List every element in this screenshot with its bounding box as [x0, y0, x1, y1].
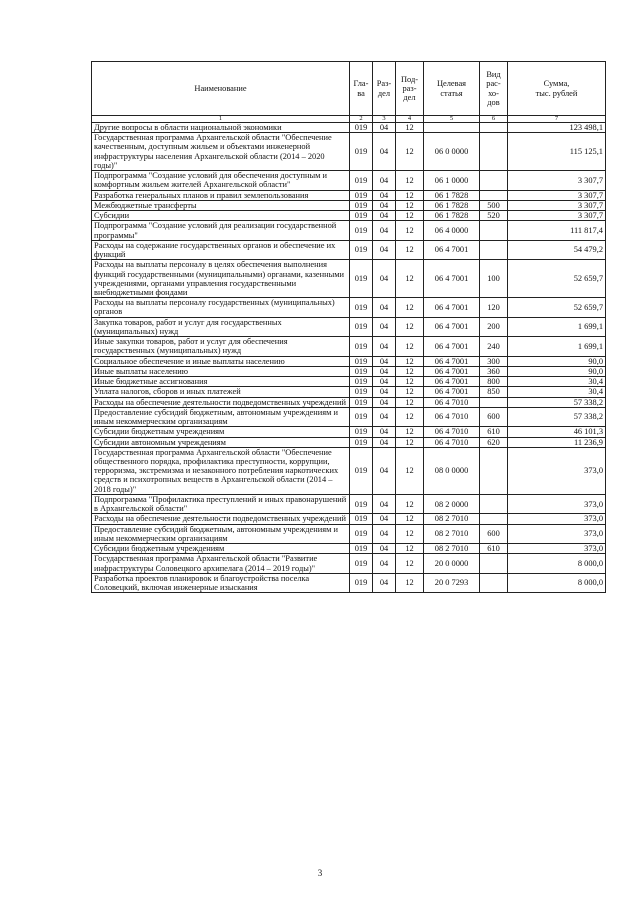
cell-section: 04 — [373, 437, 396, 447]
cell-target: 06 1 7828 — [424, 190, 480, 200]
cell-section: 04 — [373, 427, 396, 437]
cell-chapter: 019 — [350, 387, 373, 397]
cell-chapter: 019 — [350, 123, 373, 133]
cell-name: Уплата налогов, сборов и иных платежей — [92, 387, 350, 397]
cell-chapter: 019 — [350, 427, 373, 437]
header-row — [92, 62, 606, 116]
cell-target: 06 4 7001 — [424, 298, 480, 317]
table-row — [92, 524, 606, 543]
table-row — [92, 554, 606, 573]
cell-subsection: 12 — [396, 544, 424, 554]
cell-chapter: 019 — [350, 298, 373, 317]
cell-chapter: 019 — [350, 240, 373, 259]
cell-subsection: 12 — [396, 337, 424, 356]
cell-target: 06 4 7001 — [424, 356, 480, 366]
cell-section: 04 — [373, 494, 396, 513]
column-number: 4 — [396, 116, 424, 123]
cell-amount: 90,0 — [508, 356, 606, 366]
cell-chapter: 019 — [350, 260, 373, 298]
cell-expense-type: 300 — [480, 356, 508, 366]
column-number: 1 — [92, 116, 350, 123]
cell-name: Субсидии бюджетным учреждениям — [92, 427, 350, 437]
cell-name: Социальное обеспечение и иные выплаты населению — [92, 356, 350, 366]
cell-chapter: 019 — [350, 200, 373, 210]
cell-expense-type: 100 — [480, 260, 508, 298]
cell-target: 20 0 7293 — [424, 573, 480, 592]
header-subsection: Под- раз- дел — [396, 62, 424, 116]
cell-name: Иные закупки товаров, работ и услуг для обеспечения государственных (муниципальных) нужд — [92, 337, 350, 356]
cell-target: 08 2 0000 — [424, 494, 480, 513]
cell-section: 04 — [373, 123, 396, 133]
cell-name: Предоставление субсидий бюджетным, автономным учреждениям и иным некоммерческим организациям — [92, 524, 350, 543]
cell-name: Субсидии автономным учреждениям — [92, 437, 350, 447]
cell-amount: 3 307,7 — [508, 171, 606, 190]
cell-chapter: 019 — [350, 447, 373, 494]
table-row — [92, 298, 606, 317]
cell-section: 04 — [373, 407, 396, 426]
cell-amount: 373,0 — [508, 514, 606, 524]
cell-subsection: 12 — [396, 514, 424, 524]
cell-chapter: 019 — [350, 190, 373, 200]
table-row — [92, 337, 606, 356]
cell-amount: 1 699,1 — [508, 317, 606, 336]
cell-subsection: 12 — [396, 407, 424, 426]
cell-target: 06 4 7010 — [424, 427, 480, 437]
cell-name: Предоставление субсидий бюджетным, автономным учреждениям и иным некоммерческим организациям — [92, 407, 350, 426]
cell-amount: 57 338,2 — [508, 407, 606, 426]
column-number: 2 — [350, 116, 373, 123]
cell-subsection: 12 — [396, 427, 424, 437]
cell-expense-type — [480, 573, 508, 592]
cell-name: Государственная программа Архангельской области "Обеспечение общественного порядка, профилактика преступности, коррупции, терроризма, экстремизма и незаконного потребления наркотических средств и психотропных веществ в Архангельской области (2014 – 2018 годы)" — [92, 447, 350, 494]
cell-expense-type: 520 — [480, 211, 508, 221]
cell-section: 04 — [373, 317, 396, 336]
budget-table — [91, 61, 606, 593]
cell-subsection: 12 — [396, 260, 424, 298]
cell-chapter: 019 — [350, 337, 373, 356]
cell-expense-type — [480, 190, 508, 200]
table-row — [92, 407, 606, 426]
cell-subsection: 12 — [396, 240, 424, 259]
cell-section: 04 — [373, 356, 396, 366]
cell-name: Субсидии бюджетным учреждениям — [92, 544, 350, 554]
cell-expense-type — [480, 514, 508, 524]
cell-expense-type — [480, 133, 508, 171]
cell-name: Государственная программа Архангельской области "Развитие инфраструктуры Соловецкого архипелага (2014 – 2019 годы)" — [92, 554, 350, 573]
cell-expense-type: 610 — [480, 427, 508, 437]
cell-amount: 3 307,7 — [508, 211, 606, 221]
cell-name: Подпрограмма "Создание условий для обеспечения доступным и комфортным жильем жителей Архангельской области" — [92, 171, 350, 190]
cell-amount: 123 498,1 — [508, 123, 606, 133]
cell-expense-type: 800 — [480, 377, 508, 387]
cell-target: 06 4 7001 — [424, 260, 480, 298]
cell-target: 06 4 7010 — [424, 407, 480, 426]
cell-subsection: 12 — [396, 524, 424, 543]
table-row — [92, 387, 606, 397]
cell-name: Государственная программа Архангельской области "Обеспечение качественным, доступным жильем и объектами инженерной инфраструктуры населения Архангельской области (2014 – 2020 годы)" — [92, 133, 350, 171]
cell-amount: 1 699,1 — [508, 337, 606, 356]
table-row — [92, 494, 606, 513]
cell-section: 04 — [373, 211, 396, 221]
cell-expense-type: 610 — [480, 544, 508, 554]
cell-target: 06 4 7010 — [424, 437, 480, 447]
cell-chapter: 019 — [350, 317, 373, 336]
table-row — [92, 211, 606, 221]
cell-name: Подпрограмма "Профилактика преступлений и иных правонарушений в Архангельской области" — [92, 494, 350, 513]
cell-expense-type: 620 — [480, 437, 508, 447]
table-row — [92, 190, 606, 200]
cell-subsection: 12 — [396, 200, 424, 210]
table-row — [92, 544, 606, 554]
cell-expense-type — [480, 221, 508, 240]
cell-expense-type: 600 — [480, 524, 508, 543]
header-expense-type: Вид рас- хо- дов — [480, 62, 508, 116]
cell-chapter: 019 — [350, 544, 373, 554]
cell-target: 06 4 7001 — [424, 377, 480, 387]
cell-name: Закупка товаров, работ и услуг для государственных (муниципальных) нужд — [92, 317, 350, 336]
cell-subsection: 12 — [396, 356, 424, 366]
cell-subsection: 12 — [396, 554, 424, 573]
cell-subsection: 12 — [396, 447, 424, 494]
column-number: 3 — [373, 116, 396, 123]
cell-expense-type: 200 — [480, 317, 508, 336]
cell-expense-type: 240 — [480, 337, 508, 356]
cell-amount: 90,0 — [508, 366, 606, 376]
table-row — [92, 221, 606, 240]
cell-target: 06 0 0000 — [424, 133, 480, 171]
cell-target — [424, 123, 480, 133]
cell-expense-type: 120 — [480, 298, 508, 317]
header-amount: Сумма, тыс. рублей — [508, 62, 606, 116]
cell-target: 20 0 0000 — [424, 554, 480, 573]
cell-subsection: 12 — [396, 573, 424, 592]
cell-target: 08 2 7010 — [424, 544, 480, 554]
cell-section: 04 — [373, 554, 396, 573]
header-target: Целевая статья — [424, 62, 480, 116]
header-name: Наименование — [92, 62, 350, 116]
cell-subsection: 12 — [396, 377, 424, 387]
cell-chapter: 019 — [350, 221, 373, 240]
cell-amount: 8 000,0 — [508, 573, 606, 592]
table-row — [92, 200, 606, 210]
cell-amount: 30,4 — [508, 377, 606, 387]
cell-chapter: 019 — [350, 211, 373, 221]
cell-section: 04 — [373, 447, 396, 494]
table-row — [92, 123, 606, 133]
cell-subsection: 12 — [396, 221, 424, 240]
cell-section: 04 — [373, 524, 396, 543]
cell-subsection: 12 — [396, 366, 424, 376]
cell-name: Расходы на выплаты персоналу в целях обеспечения выполнения функций государственными (муниципальными) органами, казенными учреждениями, органами управления государственными внебюджетными фондами — [92, 260, 350, 298]
cell-subsection: 12 — [396, 133, 424, 171]
cell-name: Субсидии — [92, 211, 350, 221]
table-row — [92, 133, 606, 171]
cell-expense-type — [480, 240, 508, 259]
cell-target: 06 1 0000 — [424, 171, 480, 190]
cell-subsection: 12 — [396, 171, 424, 190]
header-section: Раз- дел — [373, 62, 396, 116]
cell-name: Иные выплаты населению — [92, 366, 350, 376]
cell-target: 06 1 7828 — [424, 200, 480, 210]
cell-amount: 373,0 — [508, 524, 606, 543]
cell-amount: 52 659,7 — [508, 260, 606, 298]
cell-expense-type — [480, 397, 508, 407]
column-number: 6 — [480, 116, 508, 123]
cell-amount: 30,4 — [508, 387, 606, 397]
cell-amount: 52 659,7 — [508, 298, 606, 317]
cell-section: 04 — [373, 397, 396, 407]
column-number: 7 — [508, 116, 606, 123]
cell-chapter: 019 — [350, 437, 373, 447]
cell-subsection: 12 — [396, 123, 424, 133]
cell-chapter: 019 — [350, 171, 373, 190]
cell-chapter: 019 — [350, 573, 373, 592]
header-chapter: Гла- ва — [350, 62, 373, 116]
cell-section: 04 — [373, 514, 396, 524]
table-row — [92, 240, 606, 259]
cell-name: Другие вопросы в области национальной экономики — [92, 123, 350, 133]
cell-subsection: 12 — [396, 298, 424, 317]
cell-section: 04 — [373, 221, 396, 240]
column-number: 5 — [424, 116, 480, 123]
cell-expense-type — [480, 494, 508, 513]
table-row — [92, 366, 606, 376]
cell-section: 04 — [373, 240, 396, 259]
cell-amount: 111 817,4 — [508, 221, 606, 240]
cell-amount: 373,0 — [508, 494, 606, 513]
cell-target: 06 4 0000 — [424, 221, 480, 240]
table-row — [92, 447, 606, 494]
cell-section: 04 — [373, 190, 396, 200]
cell-section: 04 — [373, 171, 396, 190]
cell-expense-type — [480, 123, 508, 133]
table-row — [92, 397, 606, 407]
cell-subsection: 12 — [396, 211, 424, 221]
cell-chapter: 019 — [350, 397, 373, 407]
cell-expense-type — [480, 554, 508, 573]
cell-amount: 54 479,2 — [508, 240, 606, 259]
cell-section: 04 — [373, 337, 396, 356]
cell-target: 06 4 7010 — [424, 397, 480, 407]
cell-section: 04 — [373, 366, 396, 376]
cell-expense-type — [480, 171, 508, 190]
cell-target: 06 4 7001 — [424, 317, 480, 336]
table-row — [92, 437, 606, 447]
cell-target: 06 4 7001 — [424, 366, 480, 376]
cell-amount: 57 338,2 — [508, 397, 606, 407]
cell-section: 04 — [373, 377, 396, 387]
table-row — [92, 260, 606, 298]
cell-target: 06 4 7001 — [424, 240, 480, 259]
cell-chapter: 019 — [350, 356, 373, 366]
cell-subsection: 12 — [396, 397, 424, 407]
cell-chapter: 019 — [350, 133, 373, 171]
cell-chapter: 019 — [350, 554, 373, 573]
cell-amount: 115 125,1 — [508, 133, 606, 171]
cell-name: Разработка генеральных планов и правил землепользования — [92, 190, 350, 200]
cell-expense-type: 850 — [480, 387, 508, 397]
cell-target: 08 2 7010 — [424, 514, 480, 524]
cell-expense-type: 500 — [480, 200, 508, 210]
cell-chapter: 019 — [350, 494, 373, 513]
cell-amount: 3 307,7 — [508, 190, 606, 200]
cell-target: 06 1 7828 — [424, 211, 480, 221]
cell-subsection: 12 — [396, 494, 424, 513]
cell-amount: 11 236,9 — [508, 437, 606, 447]
table-row — [92, 377, 606, 387]
table-row — [92, 573, 606, 592]
cell-expense-type — [480, 447, 508, 494]
cell-subsection: 12 — [396, 387, 424, 397]
cell-chapter: 019 — [350, 514, 373, 524]
cell-chapter: 019 — [350, 377, 373, 387]
cell-target: 06 4 7001 — [424, 337, 480, 356]
cell-target: 06 4 7001 — [424, 387, 480, 397]
cell-chapter: 019 — [350, 524, 373, 543]
cell-chapter: 019 — [350, 407, 373, 426]
cell-amount: 46 101,3 — [508, 427, 606, 437]
cell-name: Иные бюджетные ассигнования — [92, 377, 350, 387]
cell-expense-type: 600 — [480, 407, 508, 426]
cell-section: 04 — [373, 573, 396, 592]
page-number: 3 — [317, 868, 323, 878]
cell-name: Межбюджетные трансферты — [92, 200, 350, 210]
cell-name: Подпрограмма "Создание условий для реализации государственной программы" — [92, 221, 350, 240]
cell-section: 04 — [373, 200, 396, 210]
cell-section: 04 — [373, 544, 396, 554]
cell-subsection: 12 — [396, 437, 424, 447]
cell-expense-type: 360 — [480, 366, 508, 376]
column-number-row — [92, 116, 606, 123]
cell-section: 04 — [373, 298, 396, 317]
cell-name: Расходы на выплаты персоналу государственных (муниципальных) органов — [92, 298, 350, 317]
table-row — [92, 514, 606, 524]
table-body — [92, 123, 606, 593]
cell-name: Расходы на обеспечение деятельности подведомственных учреждений — [92, 514, 350, 524]
cell-name: Расходы на содержание государственных органов и обеспечение их функций — [92, 240, 350, 259]
cell-name: Расходы на обеспечение деятельности подведомственных учреждений — [92, 397, 350, 407]
cell-amount: 8 000,0 — [508, 554, 606, 573]
cell-target: 08 0 0000 — [424, 447, 480, 494]
cell-section: 04 — [373, 260, 396, 298]
table-row — [92, 171, 606, 190]
cell-section: 04 — [373, 133, 396, 171]
cell-subsection: 12 — [396, 190, 424, 200]
cell-amount: 373,0 — [508, 544, 606, 554]
table-row — [92, 356, 606, 366]
cell-subsection: 12 — [396, 317, 424, 336]
cell-amount: 373,0 — [508, 447, 606, 494]
cell-amount: 3 307,7 — [508, 200, 606, 210]
cell-chapter: 019 — [350, 366, 373, 376]
table-row — [92, 317, 606, 336]
cell-section: 04 — [373, 387, 396, 397]
table-row — [92, 427, 606, 437]
cell-target: 08 2 7010 — [424, 524, 480, 543]
cell-name: Разработка проектов планировок и благоустройства поселка Соловецкий, включая инженерные изыскания — [92, 573, 350, 592]
